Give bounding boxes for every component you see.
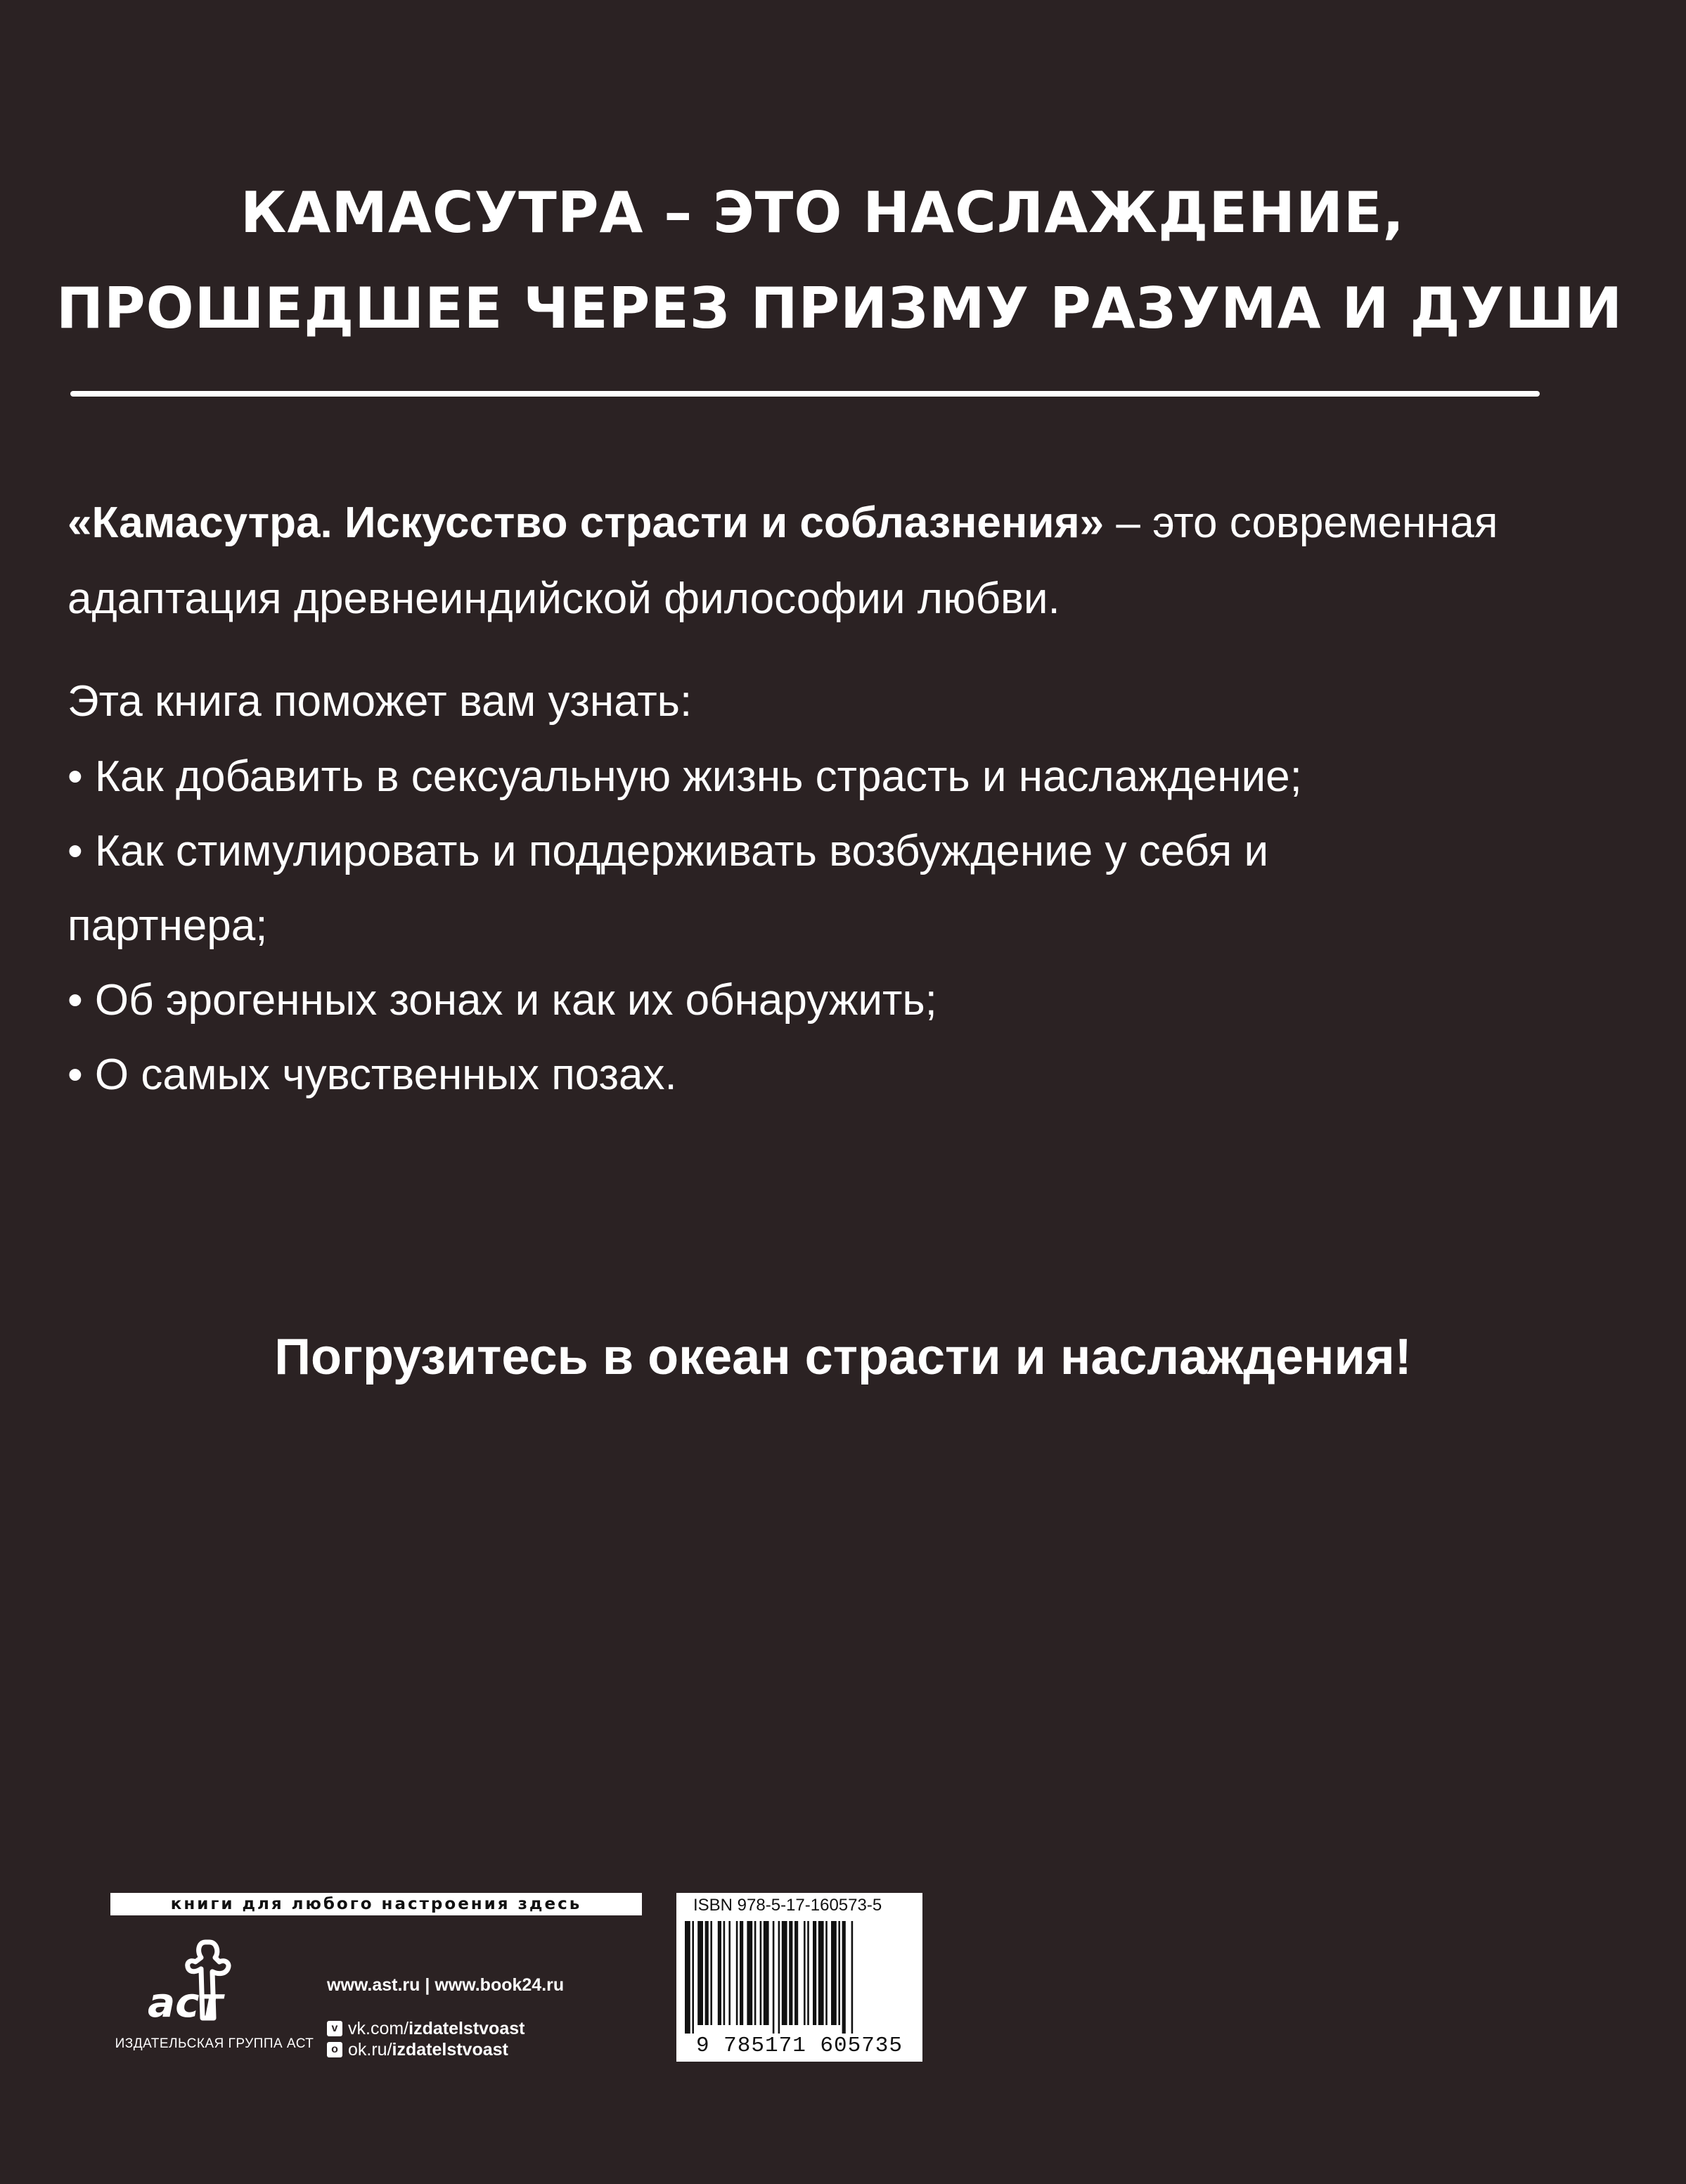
headline-line-2: ПРОШЕДШЕЕ ЧЕРЕЗ ПРИЗМУ РАЗУМА И ДУШИ	[56, 276, 1623, 341]
isbn-text: ISBN 978-5-17-160573-5	[693, 1896, 882, 1915]
vk-icon: v	[327, 2021, 342, 2036]
book-title: «Камасутра. Искусство страсти и соблазнения»	[67, 499, 1105, 547]
bullet-item: • Как добавить в сексуальную жизнь страсть и наслаждение;	[67, 752, 1302, 801]
ok-link[interactable]: o ok.ru/ izdatelstvoast	[327, 2039, 564, 2060]
barcode-bar	[789, 1921, 792, 2025]
barcode-bar	[740, 1921, 743, 2025]
barcode-block	[676, 1893, 922, 2062]
vk-link[interactable]: v vk.com/ izdatelstvoast	[327, 2018, 564, 2039]
tagline-banner: книги для любого настроения здесь	[110, 1893, 642, 1915]
barcode-bar	[754, 1921, 757, 2025]
bullet-item: • Об эрогенных зонах и как их обнаружить;	[67, 976, 937, 1024]
bullet-item: • Как стимулировать и поддерживать возбуждение у себя и	[67, 827, 1269, 875]
intro-text: – это современная адаптация древнеиндийской философии любви.	[67, 499, 1498, 623]
barcode-bar	[723, 1921, 726, 2025]
bullet-item-continuation: партнера;	[67, 901, 268, 950]
barcode-bar	[747, 1921, 752, 2025]
barcode-bar	[760, 1921, 762, 2025]
logo-text: аст	[148, 1979, 224, 2026]
barcode-bar	[764, 1921, 769, 2025]
headline	[56, 165, 1623, 356]
ast-logo	[141, 1934, 246, 2032]
bullet-list	[67, 740, 1600, 1112]
intro-paragraph	[67, 485, 1614, 637]
barcode-bar	[718, 1921, 721, 2025]
barcode-bar	[685, 1921, 690, 2034]
ok-icon: o	[327, 2042, 342, 2057]
barcode-bar	[794, 1921, 798, 2025]
barcode-bar	[842, 1921, 846, 2034]
headline-line-1: КАМАСУТРА – ЭТО НАСЛАЖДЕНИЕ,	[240, 180, 1405, 245]
barcode-bar	[773, 1921, 775, 2034]
barcode-bar	[831, 1921, 837, 2025]
barcode-bar	[778, 1921, 780, 2034]
barcode-digits: 9 785171 605735	[695, 2034, 903, 2058]
barcode-bar	[782, 1921, 787, 2025]
barcode-bar	[825, 1921, 828, 2025]
barcode-bar	[818, 1921, 824, 2025]
publisher-name: ИЗДАТЕЛЬСКАЯ ГРУППА АСТ	[115, 2036, 314, 2051]
barcode-bar	[692, 1921, 694, 2034]
barcode-icon	[685, 1921, 914, 2034]
barcode-bar	[838, 1921, 840, 2025]
barcode-bar	[736, 1921, 738, 2025]
barcode-bar	[697, 1921, 703, 2025]
barcode-bar	[804, 1921, 806, 2025]
barcode-bar	[851, 1921, 854, 2034]
barcode-bar	[710, 1921, 712, 2025]
bullet-item: • О самых чувственных позах.	[67, 1051, 677, 1099]
barcode-bar	[813, 1921, 816, 2025]
call-to-action: Погрузитесь в океан страсти и наслаждения!	[274, 1329, 1412, 1385]
websites-link[interactable]: www.ast.ru | www.book24.ru	[327, 1975, 565, 1995]
divider-rule	[70, 391, 1540, 397]
publisher-links	[327, 1974, 564, 2060]
lead-text: Эта книга поможет вам узнать:	[67, 677, 693, 726]
barcode-bar	[728, 1921, 731, 2025]
barcode-bar	[807, 1921, 809, 2025]
barcode-bar	[705, 1921, 709, 2025]
